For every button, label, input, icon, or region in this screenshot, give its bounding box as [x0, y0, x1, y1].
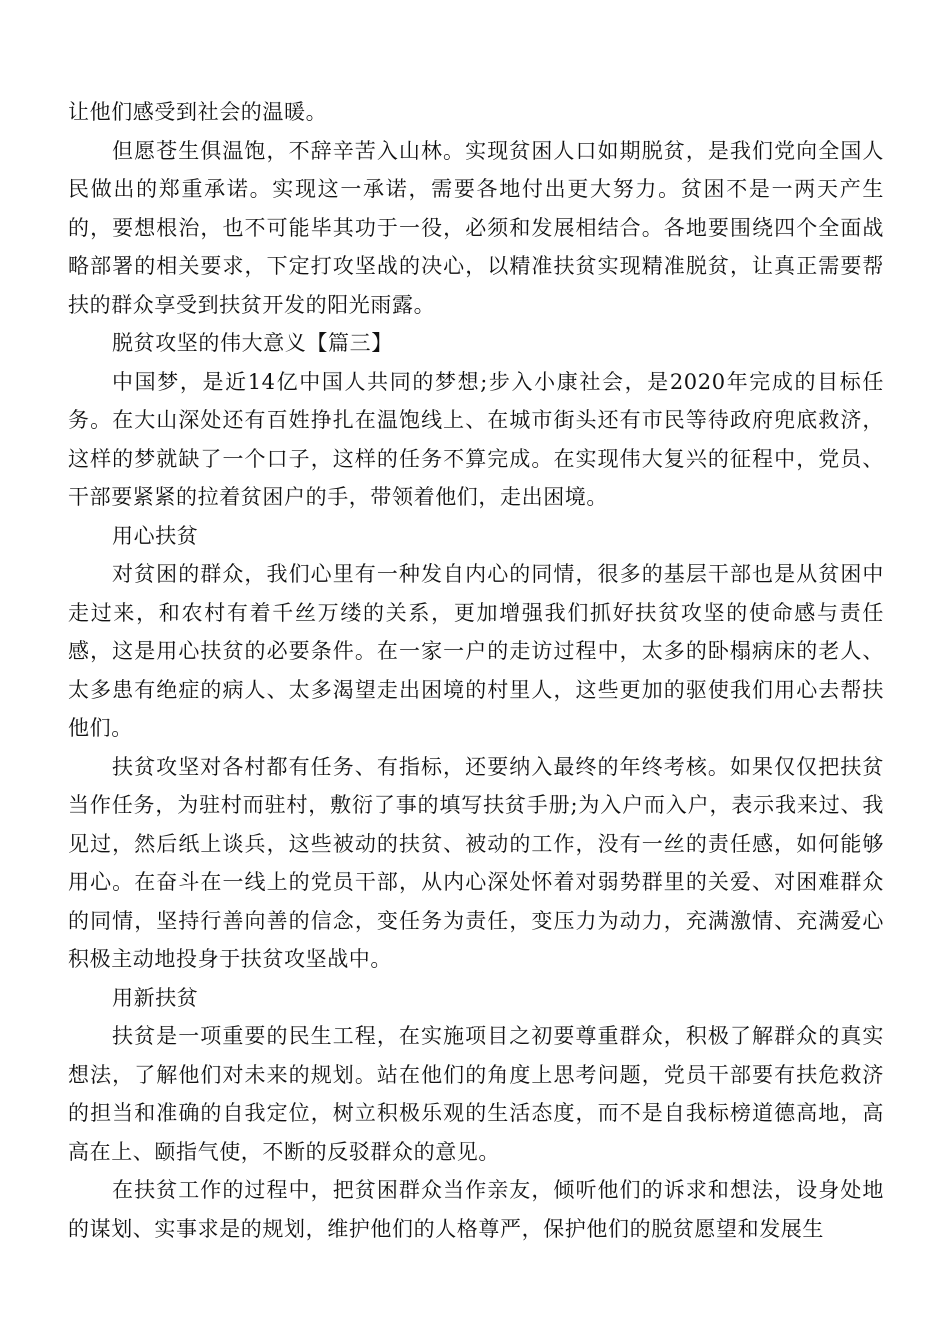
paragraph-text: 在扶贫工作的过程中，把贫困群众当作亲友，倾听他们的诉求和想法，设身处地的谋划、实事求是的规划，维护他们的人格尊严，保护他们的脱贫愿望和发展生 [68, 1178, 884, 1241]
paragraph-text: 中国梦，是近14亿中国人共同的梦想;步入小康社会，是2020年完成的目标任务。在大山深处还有百姓挣扎在温饱线上、在城市街头还有市民等待政府兜底救济，这样的梦就缺了一个口子，这样的任务不算完成。在实现伟大复兴的征程中，党员、干部要紧紧的拉着贫困户的手，带领着他们，走出困境。 [68, 369, 884, 509]
paragraph-text: 但愿苍生俱温饱，不辞辛苦入山林。实现贫困人口如期脱贫，是我们党向全国人民做出的郑重承诺。实现这一承诺，需要各地付出更大努力。贫困不是一两天产生的，要想根治，也不可能毕其功于一役，必须和发展相结合。各地要围绕四个全面战略部署的相关要求，下定打攻坚战的决心，以精准扶贫实现精准脱贫，让真正需要帮扶的群众享受到扶贫开发的阳光雨露。 [68, 138, 884, 317]
continuation-text: 让他们感受到社会的温暖。 [68, 100, 328, 124]
section-heading: 用新扶贫 [112, 985, 199, 1010]
paragraph-text: 对贫困的群众，我们心里有一种发自内心的同情，很多的基层干部也是从贫困中走过来，和农村有着千丝万缕的关系，更加增强我们抓好扶贫攻坚的使命感与责任感，这是用心扶贫的必要条件。在一家一户的走访过程中，太多的卧榻病床的老人、太多患有绝症的病人、太多渴望走出困境的村里人，这些更加的驱使我们用心去帮扶他们。 [68, 562, 884, 740]
section-heading: 用心扶贫 [112, 523, 199, 548]
paragraph-text: 扶贫攻坚对各村都有任务、有指标，还要纳入最终的年终考核。如果仅仅把扶贫当作任务，为驻村而驻村，敷衍了事的填写扶贫手册;为入户而入户，表示我来过、我见过，然后纸上谈兵，这些被动的扶贫、被动的工作，没有一丝的责任感，如何能够用心。在奋斗在一线上的党员干部，从内心深处怀着对弱势群里的关爱、对困难群众的同情，坚持行善向善的信念，变任务为责任，变压力为动力，充满激情、充满爱心积极主动地投身于扶贫攻坚战中。 [68, 754, 884, 971]
document-body [68, 93, 884, 1248]
section-heading: 脱贫攻坚的伟大意义【篇三】 [112, 331, 393, 355]
paragraph-text: 扶贫是一项重要的民生工程，在实施项目之初要尊重群众，积极了解群众的真实想法，了解他们对未来的规划。站在他们的角度上思考问题，党员干部要有扶危救济的担当和准确的自我定位，树立积极乐观的生活态度，而不是自我标榜道德高地，高高在上、颐指气使，不断的反驳群众的意见。 [68, 1024, 884, 1164]
